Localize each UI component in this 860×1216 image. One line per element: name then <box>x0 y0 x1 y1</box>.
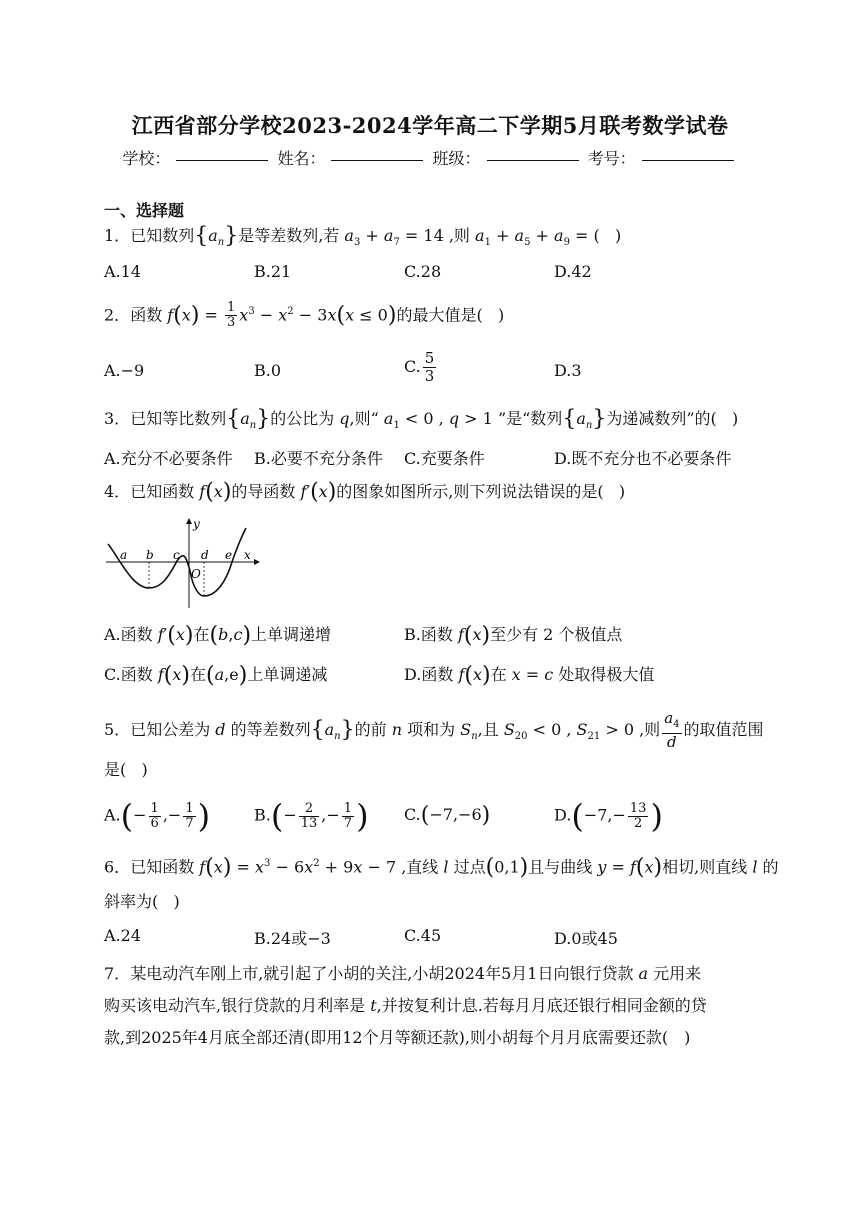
question-6-cont: 斜率为( ) <box>104 892 180 911</box>
q5-option-c[interactable]: C.(−7,−6) <box>404 803 491 828</box>
question-7-line2: 购买该电动汽车,银行贷款的月利率是 t,并按复利计息.若每月月底还银行相同金额的贷 <box>104 996 707 1015</box>
name-blank[interactable] <box>331 159 423 161</box>
label-e: e <box>225 548 233 562</box>
q5-option-a[interactable]: A.(− $\frac{1}{6}$ ,− $\frac{1}{7}$ ) <box>104 797 211 835</box>
question-5: 5．已知公差为 d 的等差数列$\{a_n\}$的前 n 项和为 $S_n$,且 $S_{20} < 0$ , $S_{21} > 0$ ,则 $\frac{a_4}{d}$ 的取值范围 <box>104 709 764 751</box>
question-number: 1． <box>104 226 131 245</box>
question-number: 7． <box>104 964 131 983</box>
question-7: 7．某电动汽车刚上市,就引起了小胡的关注,小胡2024年5月1日向银行贷款 a 元用来 <box>104 964 702 983</box>
label-y: y <box>193 517 200 531</box>
q6-option-a[interactable]: A.24 <box>104 926 141 945</box>
q2-option-d[interactable]: D.3 <box>554 361 582 380</box>
x-axis-arrow <box>254 559 260 565</box>
question-5-cont: 是( ) <box>104 760 148 779</box>
q2-option-c[interactable]: C. $\frac{5}{3}$ <box>404 349 435 385</box>
q1-option-d[interactable]: D.42 <box>554 262 592 281</box>
school-blank[interactable] <box>176 159 268 161</box>
label-b: b <box>146 548 154 562</box>
q3-option-a[interactable]: A.充分不必要条件 <box>104 449 233 468</box>
q1-option-b[interactable]: B.21 <box>254 262 292 281</box>
class-label: 班级： <box>432 149 481 168</box>
question-2: 2．函数 f(x) = $\frac{1}{3}$ $x^3 - x^2 - 3x(x \le 0)$的最大值是( ) <box>104 300 505 331</box>
derivative-graph <box>104 516 264 612</box>
q7-text-2b: ,并按复利计息.若每月月底还银行相同金额的贷 <box>376 996 707 1015</box>
q6-option-d[interactable]: D.0或45 <box>554 929 618 948</box>
q4-option-a[interactable]: A.函数 f′(x)在(b,c)上单调递增 <box>104 623 332 648</box>
class-blank[interactable] <box>487 159 579 161</box>
q7-text-1: 某电动汽车刚上市,就引起了小胡的关注,小胡2024年5月1日向银行贷款 <box>130 964 634 983</box>
question-number: 5． <box>104 720 131 739</box>
question-number: 3． <box>104 409 131 428</box>
q6-option-b[interactable]: B.24或−3 <box>254 929 331 948</box>
q7-text-2: 购买该电动汽车,银行贷款的月利率是 <box>104 996 366 1015</box>
id-blank[interactable] <box>642 159 734 161</box>
y-axis-arrow <box>186 518 192 524</box>
q3-option-d[interactable]: D.既不充分也不必要条件 <box>554 449 732 468</box>
q3-option-b[interactable]: B.必要不充分条件 <box>254 449 383 468</box>
question-number: 6． <box>104 857 131 877</box>
student-info-line <box>0 146 860 169</box>
label-c: c <box>173 548 180 562</box>
q4-option-d[interactable]: D.函数 f(x)在 x = c 处取得极大值 <box>404 663 655 688</box>
question-1: 1．已知数列$\{a_n\}$是等差数列,若 $a_3 + a_7 = 14$ ,则 $a_1 + a_5 + a_9$ = ( ) <box>104 223 622 249</box>
question-6: 6．已知函数 $f(x) = x^3 - 6x^2 + 9x - 7$ ,直线 l 过点(0,1)且与曲线 y = f(x)相切,则直线 l 的 <box>104 854 779 880</box>
q4-option-b[interactable]: B.函数 f(x)至少有 2 个极值点 <box>404 623 623 648</box>
q2-option-a[interactable]: A.−9 <box>104 361 145 380</box>
q1-option-a[interactable]: A.14 <box>104 262 141 281</box>
label-x: x <box>244 548 251 562</box>
q3-option-c[interactable]: C.充要条件 <box>404 449 485 468</box>
name-label: 姓名： <box>277 149 326 168</box>
question-3: 3．已知等比数列$\{a_n\}$的公比为 q,则“ $a_1 < 0$ , q > 1 ”是“数列$\{a_n\}$为递减数列”的( ) <box>104 406 739 432</box>
question-number: 4． <box>104 482 131 501</box>
school-label: 学校： <box>122 149 171 168</box>
q5-option-d[interactable]: D.(−7,− $\frac{13}{2}$ ) <box>554 797 663 835</box>
q2-option-b[interactable]: B.0 <box>254 361 282 380</box>
question-4: 4．已知函数 f(x)的导函数 f′(x)的图象如图所示,则下列说法错误的是( ) <box>104 479 626 505</box>
id-label: 考号： <box>587 149 636 168</box>
q6-option-c[interactable]: C.45 <box>404 926 442 945</box>
q4-option-c[interactable]: C.函数 f(x)在(a,e)上单调递减 <box>104 663 328 688</box>
label-origin: O <box>191 567 201 581</box>
label-a: a <box>120 548 128 562</box>
label-d: d <box>201 548 209 562</box>
section-heading: 一、选择题 <box>104 201 185 220</box>
q5-option-b[interactable]: B.(− $\frac{2}{13}$ ,− $\frac{1}{7}$ ) <box>254 797 369 835</box>
question-7-line3: 款,到2025年4月底全部还清(即用12个月等额还款),则小胡每个月月底需要还款( ) <box>104 1028 691 1047</box>
question-number: 2． <box>104 305 131 325</box>
option-label: C. <box>404 357 421 376</box>
q1-option-c[interactable]: C.28 <box>404 262 442 281</box>
exam-title: 江西省部分学校2023-2024学年高二下学期5月联考数学试卷 <box>131 113 729 138</box>
